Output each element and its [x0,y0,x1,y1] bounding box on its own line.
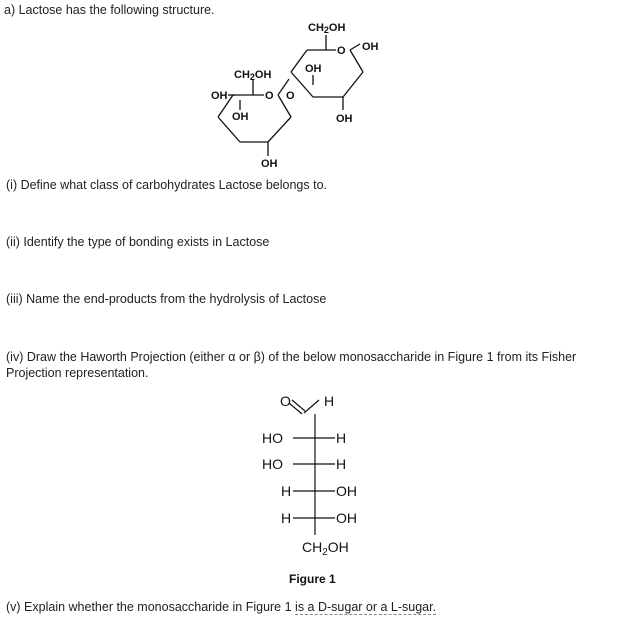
fischer-row1-left: HO [262,430,283,446]
fischer-row1-right: H [336,430,347,446]
fischer-row3-right: OH [336,483,357,499]
question-iii: (iii) Name the end-products from the hydrolysis of Lactose [6,292,327,306]
fischer-row2-right: H [336,456,347,472]
ring1-ch2oh-label: CH2OH [234,69,272,82]
intro-text: a) Lactose has the following structure. [4,3,215,17]
fischer-row4-left: H [281,510,292,526]
fischer-bonds [289,400,335,535]
fischer-row4-right: OH [336,510,357,526]
fischer-row2-left: HO [262,456,283,472]
fischer-row3-left: H [281,483,292,499]
ring1-ring-oxygen: O [265,90,274,102]
question-ii: (ii) Identify the type of bonding exists in Lactose [6,235,270,249]
ring1-oh-left: OH [211,90,228,102]
ring2-oh-bottom: OH [336,113,353,125]
question-iv-line2: Projection representation. [6,366,149,380]
figure-caption: Figure 1 [289,572,336,586]
fischer-top-oxygen: O [280,393,291,409]
ring1-oh-ring: OH [232,111,249,123]
question-iv-line1: (iv) Draw the Haworth Projection (either α or β) of the below monosaccharide in Figure 1 from its Fisher [6,350,577,364]
ring2-oh-inner: OH [305,63,322,75]
ring2-ring-oxygen: O [337,45,346,57]
question-i: (i) Define what class of carbohydrates Lactose belongs to. [6,178,328,192]
ring2-ch2oh-label: CH2OH [308,22,346,35]
question-v-suffix: is a D-sugar or a L-sugar. [295,600,437,614]
ring1-link-oxygen: O [286,90,295,102]
question-v-prefix: (v) Explain whether the monosaccharide in Figure 1 [6,600,296,614]
fischer-top-hydrogen: H [324,393,335,409]
ring1-oh-bottom: OH [261,158,278,170]
fischer-bottom-ch2oh: $CH_2OH$ [302,539,349,558]
ring2-oh-right: OH [362,41,379,53]
